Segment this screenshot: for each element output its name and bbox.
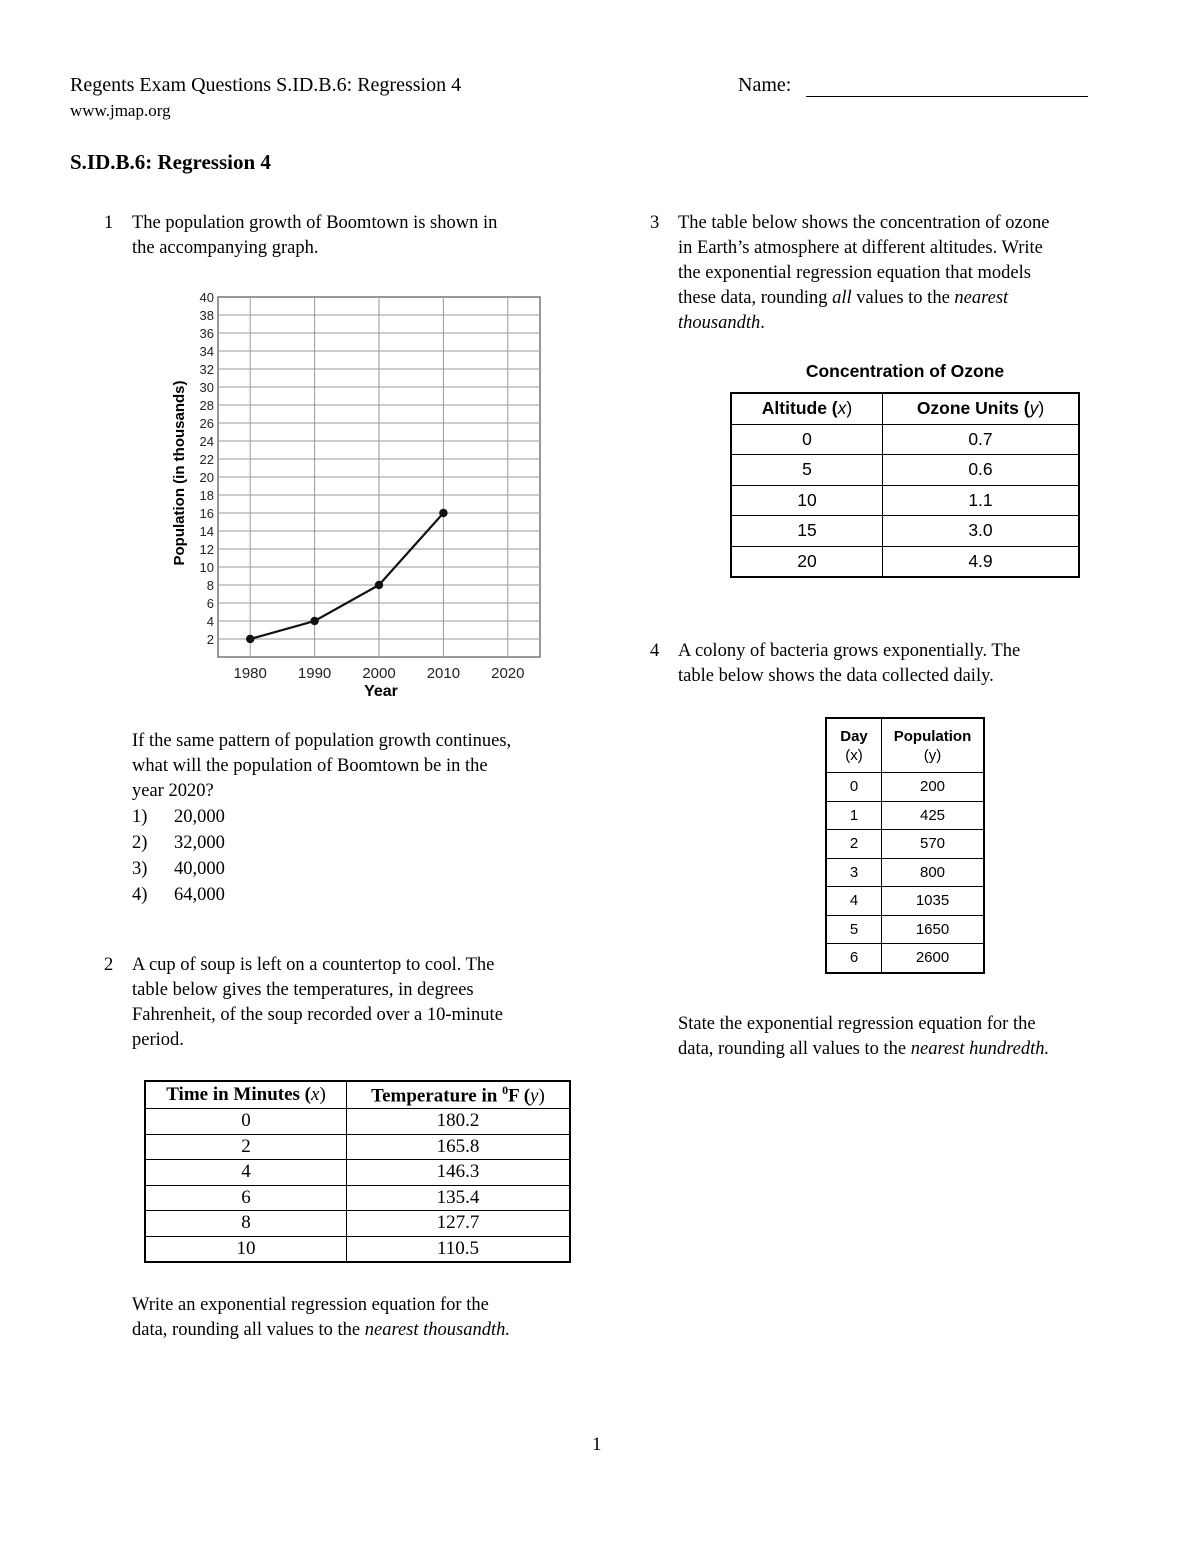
table-row: [731, 485, 1079, 516]
y-tick-label: 38: [199, 308, 214, 323]
table-row: [826, 773, 984, 802]
table-header: Altitude (x): [731, 393, 883, 424]
table-cell: 4.9: [883, 546, 1080, 577]
question-text-line: The population growth of Boomtown is shown in: [132, 213, 498, 233]
x-tick-labels: [234, 665, 525, 682]
question-2: [104, 953, 604, 1063]
x-tick-label: 2000: [362, 665, 396, 682]
x-tick-label: 1990: [297, 665, 332, 682]
y-tick-labels: [200, 290, 214, 647]
question-4: [650, 639, 1150, 699]
question-text-line: Fahrenheit, of the soup recorded over a 10-minute: [132, 1005, 503, 1025]
table-cell: 425: [882, 801, 985, 830]
table-cell: 2600: [882, 944, 985, 973]
table-cell: 165.8: [347, 1134, 571, 1160]
table-cell: 127.7: [347, 1211, 571, 1237]
table-row: [145, 1160, 570, 1186]
table-cell: 180.2: [347, 1109, 571, 1135]
data-point: [439, 509, 447, 517]
question-1: [104, 211, 604, 271]
table-header: Population (y): [882, 718, 985, 773]
y-tick-label: 2: [206, 632, 214, 647]
question-number: 1: [104, 213, 114, 233]
table-header: Temperature in $^0$F (y): [347, 1081, 571, 1109]
y-tick-label: 4: [206, 614, 214, 629]
question-text-part: values to the: [851, 288, 955, 308]
ozone-table-title: Concentration of Ozone: [805, 361, 1005, 381]
question-text-line: table below shows the data collected daily.: [678, 666, 994, 686]
answer-choices: [132, 804, 602, 908]
table-row: [145, 1109, 570, 1135]
y-tick-label: 14: [199, 524, 214, 539]
table-cell: 200: [882, 773, 985, 802]
table-cell: 2: [826, 830, 882, 859]
table-cell: 4: [145, 1160, 347, 1186]
choice-number: 3): [132, 859, 148, 879]
page-number: 1: [592, 1434, 602, 1455]
table-cell: 146.3: [347, 1160, 571, 1186]
soup-temperature-table: [144, 1080, 571, 1263]
table-cell: 8: [145, 1211, 347, 1237]
choice-number: 4): [132, 885, 148, 905]
y-tick-label: 34: [199, 344, 214, 359]
chart-grid: [218, 297, 540, 657]
question-text-emphasis: all: [832, 288, 852, 308]
question-text-line: Write an exponential regression equation for the: [132, 1295, 489, 1315]
answer-choice: [132, 804, 602, 830]
choice-text: 40,000: [174, 859, 225, 879]
question-text-emphasis: nearest thousandth.: [364, 1320, 510, 1340]
x-tick-label: 2010: [426, 665, 461, 682]
choice-text: 64,000: [174, 885, 225, 905]
table-row: [731, 546, 1079, 577]
question-number: 3: [650, 213, 660, 233]
answer-choice: [132, 830, 602, 856]
table-cell: 0: [826, 773, 882, 802]
table-cell: 0.6: [883, 455, 1080, 486]
table-header: Ozone Units (y): [883, 393, 1080, 424]
question-text-line: the accompanying graph.: [132, 238, 319, 258]
y-tick-label: 36: [199, 326, 214, 341]
y-tick-label: 24: [199, 434, 214, 449]
table-cell: 800: [882, 858, 985, 887]
table-cell: 15: [731, 516, 883, 547]
table-cell: 6: [826, 944, 882, 973]
name-blank-line[interactable]: [806, 96, 1088, 97]
table-cell: 1650: [882, 915, 985, 944]
choice-number: 2): [132, 833, 148, 853]
table-row: [145, 1134, 570, 1160]
y-tick-label: 6: [206, 596, 214, 611]
table-cell: 6: [145, 1185, 347, 1211]
question-2-prompt: [132, 1293, 602, 1343]
table-cell: 3.0: [883, 516, 1080, 547]
table-row: [145, 1211, 570, 1237]
table-cell: 10: [731, 485, 883, 516]
answer-choice: [132, 882, 602, 908]
table-cell: 4: [826, 887, 882, 916]
x-tick-label: 2020: [491, 665, 525, 682]
question-text-line: The table below shows the concentration of ozone: [678, 213, 1050, 233]
question-text-line: what will the population of Boomtown be in the: [132, 756, 488, 776]
y-tick-label: 32: [199, 362, 214, 377]
table-row: [145, 1236, 570, 1262]
data-point: [375, 581, 383, 589]
question-4-prompt: [678, 1012, 1148, 1062]
question-3: 3 The table below shows the concentration of ozone in Earth’s atmosphere at different altitudes. Write the exponential regression equation that models these data, rounding all values to the nearest thousandth.: [650, 213, 1050, 333]
answer-choice: [132, 856, 602, 882]
y-tick-label: 28: [199, 398, 214, 413]
choice-text: 32,000: [174, 833, 225, 853]
y-tick-label: 18: [199, 488, 214, 503]
question-text-part: data, rounding all values to the: [132, 1320, 365, 1340]
x-tick-label: 1980: [233, 665, 267, 682]
question-text-line: State the exponential regression equation for the: [678, 1014, 1036, 1034]
table-row: [826, 887, 984, 916]
table-header: Time in Minutes (x): [145, 1081, 347, 1109]
question-text-emphasis: thousandth: [678, 313, 761, 333]
data-point: [246, 635, 254, 643]
question-text-line: in Earth’s atmosphere at different altitudes. Write: [678, 238, 1043, 258]
table-cell: 570: [882, 830, 985, 859]
question-text-line: the exponential regression equation that models: [678, 263, 1031, 283]
table-cell: 5: [731, 455, 883, 486]
question-text-line: A cup of soup is left on a countertop to cool. The: [132, 955, 495, 975]
y-tick-label: 16: [199, 506, 214, 521]
y-tick-label: 26: [199, 416, 214, 431]
table-cell: 0.7: [883, 424, 1080, 455]
table-cell: 0: [731, 424, 883, 455]
table-cell: 110.5: [347, 1236, 571, 1262]
y-tick-label: 8: [206, 578, 214, 593]
y-axis-label: Population (in thousands): [171, 380, 188, 566]
table-cell: 1: [826, 801, 882, 830]
table-cell: 10: [145, 1236, 347, 1262]
table-cell: 1035: [882, 887, 985, 916]
table-row: [826, 944, 984, 973]
name-label: Name:: [738, 74, 792, 96]
question-text-line: If the same pattern of population growth continues,: [132, 731, 512, 751]
question-text-line: period.: [132, 1030, 184, 1050]
table-row: [731, 424, 1079, 455]
question-text-part: these data, rounding: [678, 288, 833, 308]
table-cell: 3: [826, 858, 882, 887]
choice-text: 20,000: [174, 807, 225, 827]
data-point: [310, 617, 318, 625]
table-cell: 0: [145, 1109, 347, 1135]
y-tick-label: 12: [199, 542, 214, 557]
question-text-emphasis: nearest hundredth.: [910, 1039, 1050, 1059]
header-title: Regents Exam Questions S.ID.B.6: Regression 4: [70, 74, 462, 96]
table-row: [731, 455, 1079, 486]
table-row: [826, 801, 984, 830]
bacteria-table: [825, 717, 985, 974]
table-row: [826, 858, 984, 887]
y-tick-label: 20: [199, 470, 214, 485]
question-text-line: table below gives the temperatures, in degrees: [132, 980, 474, 1000]
table-cell: 20: [731, 546, 883, 577]
question-text-line: A colony of bacteria grows exponentially. The: [678, 641, 1021, 661]
table-header: Day (x): [826, 718, 882, 773]
ozone-table: [730, 392, 1080, 578]
table-row: [731, 516, 1079, 547]
table-cell: 1.1: [883, 485, 1080, 516]
choice-number: 1): [132, 807, 148, 827]
y-tick-label: 30: [199, 380, 214, 395]
y-tick-label: 10: [199, 560, 214, 575]
table-row: [826, 830, 984, 859]
table-cell: 135.4: [347, 1185, 571, 1211]
table-cell: 5: [826, 915, 882, 944]
question-text-line: year 2020?: [132, 781, 214, 801]
question-text-part: data, rounding all values to the: [678, 1039, 911, 1059]
y-tick-label: 22: [199, 452, 214, 467]
question-number: 2: [104, 955, 114, 975]
table-row: [826, 915, 984, 944]
question-number: 4: [650, 641, 660, 661]
y-tick-label: 40: [199, 290, 214, 305]
question-text-emphasis: nearest: [954, 288, 1009, 308]
table-cell: 2: [145, 1134, 347, 1160]
header-site: www.jmap.org: [70, 101, 171, 120]
question-1-prompt: [132, 729, 602, 908]
x-axis-label: Year: [364, 683, 398, 700]
section-title: S.ID.B.6: Regression 4: [70, 150, 271, 174]
table-row: [145, 1185, 570, 1211]
population-line-chart: [160, 285, 560, 705]
